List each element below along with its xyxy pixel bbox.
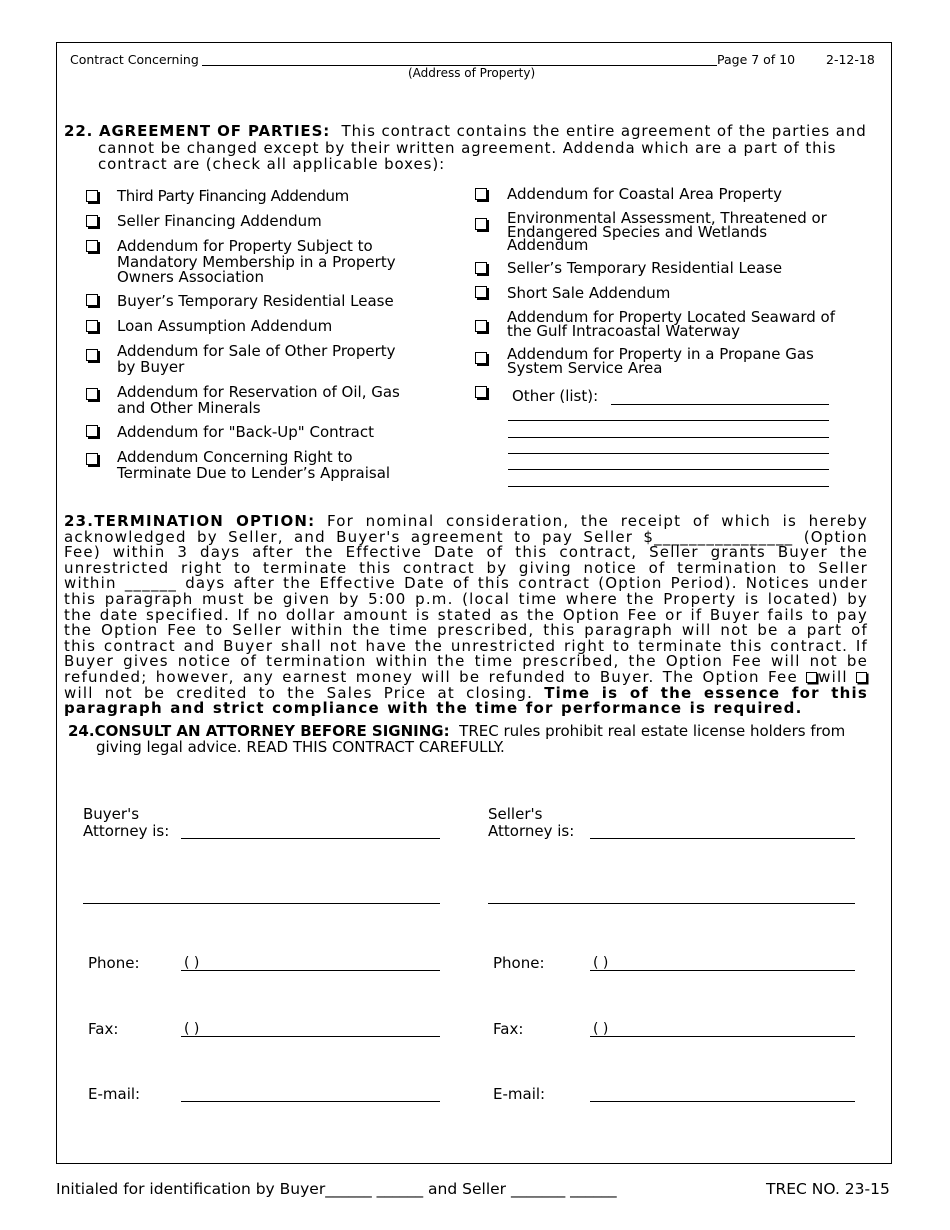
address-caption: (Address of Property) (408, 66, 536, 80)
label-other: Other (list): (512, 387, 599, 405)
seller-fax-area-code: ( ) (593, 1021, 609, 1037)
option-fee-will-not-label: will not be credited to the Sales Price at closing. (64, 683, 534, 702)
seller-attorney-field[interactable] (590, 838, 855, 839)
option-fee-blank[interactable]: ________________ (654, 527, 794, 546)
checkbox-sale-other-property[interactable] (86, 349, 98, 361)
option-days-blank[interactable]: ______ (124, 574, 178, 593)
section-23-bold-tail: Time is of the essence for this paragraph and strict compliance with the time for performance is required. (64, 683, 869, 718)
option-fee-will-checkbox[interactable] (806, 672, 817, 683)
section-24-title: CONSULT AN ATTORNEY BEFORE SIGNING: (94, 722, 450, 740)
label-environmental-assessment: Environmental Assessment, Threatened or Endangered Species and Wetlands Addendum (507, 209, 827, 254)
checkbox-loan-assumption[interactable] (86, 320, 98, 332)
section-23-title: TERMINATION OPTION: (94, 512, 316, 530)
trec-number: TREC NO. 23-15 (766, 1180, 890, 1198)
label-loan-assumption: Loan Assumption Addendum (117, 317, 333, 335)
label-seller-temp-lease: Seller’s Temporary Residential Lease (507, 259, 783, 277)
buyer-email-field[interactable] (181, 1101, 440, 1102)
seller-email-label: E-mail: (493, 1085, 546, 1103)
option-fee-will-not-checkbox[interactable] (856, 672, 867, 683)
section-24 (68, 723, 878, 755)
label-coastal-area: Addendum for Coastal Area Property (507, 185, 783, 203)
other-list-line-5[interactable] (508, 469, 829, 470)
label-property-owners-association: Addendum for Property Subject to Mandatory Membership in a Property Owners Association (117, 237, 396, 286)
other-list-line-2[interactable] (508, 420, 829, 421)
label-third-party-financing: Third Party Financing Addendum (117, 187, 349, 205)
section-24-text: TREC rules prohibit real estate license holders from giving legal advice. READ THIS CONTRACT CAREFULLY. (96, 722, 846, 756)
checkbox-seller-financing[interactable] (86, 215, 98, 227)
label-sale-other-property: Addendum for Sale of Other Property by Buyer (117, 342, 396, 376)
seller-attorney-field-2[interactable] (488, 903, 855, 904)
buyer-phone-area-code: ( ) (184, 955, 200, 971)
other-list-line-3[interactable] (508, 437, 829, 438)
label-buyer-temp-lease: Buyer’s Temporary Residential Lease (117, 292, 394, 310)
initials-line[interactable]: Initialed for identification by Buyer______ ______ and Seller _______ ______ (56, 1180, 617, 1198)
label-oil-gas-minerals: Addendum for Reservation of Oil, Gas and Other Minerals (117, 383, 400, 417)
buyer-attorney-field[interactable] (181, 838, 440, 839)
label-seaward-property: Addendum for Property Located Seaward of the Gulf Intracoastal Waterway (507, 308, 835, 340)
checkbox-third-party-financing[interactable] (86, 190, 98, 202)
section-22-title: AGREEMENT OF PARTIES: (98, 122, 331, 140)
checkbox-other[interactable] (475, 386, 487, 398)
seller-fax-field[interactable] (590, 1036, 855, 1037)
checkbox-property-owners-association[interactable] (86, 240, 98, 252)
label-back-up-contract: Addendum for "Back-Up" Contract (117, 423, 374, 441)
buyer-fax-field[interactable] (181, 1036, 440, 1037)
checkbox-lender-appraisal[interactable] (86, 453, 98, 465)
other-list-line-6[interactable] (508, 486, 829, 487)
checkbox-seller-temp-lease[interactable] (475, 262, 487, 274)
option-fee-will-label: will (818, 667, 848, 686)
seller-fax-label: Fax: (493, 1020, 524, 1038)
section-22-text: This contract contains the entire agreement of the parties and cannot be changed except by their written agreement. Addenda which are a part of this contract are (check all applicable boxes): (98, 122, 867, 173)
seller-phone-field[interactable] (590, 970, 855, 971)
checkbox-seaward-property[interactable] (475, 320, 487, 332)
section-23-text-b: (Option Fee) within 3 days after the Effective Date of this contract, Seller grants Buyer the unrestricted right to terminate this contract by giving notice of termination to Seller within (64, 527, 869, 593)
seller-label: Seller's (488, 805, 543, 823)
label-short-sale: Short Sale Addendum (507, 284, 671, 302)
label-propane-gas: Addendum for Property in a Propane Gas System Service Area (507, 345, 814, 377)
buyer-email-label: E-mail: (88, 1085, 141, 1103)
checkbox-environmental-assessment[interactable] (475, 218, 487, 230)
other-list-line-4[interactable] (508, 453, 829, 454)
section-22 (64, 123, 868, 173)
section-23-text-a: For nominal consideration, the receipt of which is hereby acknowledged by Seller, and Buyer's agreement to pay Seller $ (64, 512, 868, 546)
checkbox-propane-gas[interactable] (475, 352, 487, 364)
section-23 (64, 514, 868, 717)
checkbox-coastal-area[interactable] (475, 188, 487, 200)
buyer-label: Buyer's (83, 805, 140, 823)
other-list-line-1[interactable] (611, 404, 829, 405)
buyer-phone-label: Phone: (88, 954, 140, 972)
buyer-phone-field[interactable] (181, 970, 440, 971)
section-22-number: 22. (64, 122, 94, 140)
buyer-attorney-label: Attorney is: (83, 822, 170, 840)
contract-concerning-label: Contract Concerning (70, 52, 199, 67)
checkbox-back-up-contract[interactable] (86, 425, 98, 437)
checkbox-short-sale[interactable] (475, 286, 487, 298)
buyer-attorney-field-2[interactable] (83, 903, 440, 904)
buyer-fax-label: Fax: (88, 1020, 119, 1038)
seller-email-field[interactable] (590, 1101, 855, 1102)
page-number: Page 7 of 10 (717, 52, 796, 67)
section-23-number: 23. (64, 512, 95, 530)
checkbox-buyer-temp-lease[interactable] (86, 294, 98, 306)
seller-phone-label: Phone: (493, 954, 545, 972)
label-lender-appraisal: Addendum Concerning Right to Terminate Due to Lender’s Appraisal (117, 448, 391, 482)
seller-phone-area-code: ( ) (593, 955, 609, 971)
section-24-number: 24. (68, 722, 95, 740)
form-date: 2-12-18 (826, 52, 875, 67)
section-23-text-c: days after the Effective Date of this contract (Option Period). Notices under this paragraph must be given by 5:00 p.m. (local time where the Property is located) by the date specified. If no dollar amount is stated as the Option Fee or if Buyer fails to pay the Option Fee to Seller within the time prescribed, this paragraph will not be a part of this contract and Buyer shall not have the unrestricted right to terminate this contract. If Buyer gives notice of termination within the time prescribed, the Option Fee will not be refunded; however, any earnest money will be refunded to Buyer. The Option Fee (64, 574, 869, 686)
label-seller-financing: Seller Financing Addendum (117, 212, 322, 230)
checkbox-oil-gas-minerals[interactable] (86, 388, 98, 400)
seller-attorney-label: Attorney is: (488, 822, 575, 840)
buyer-fax-area-code: ( ) (184, 1021, 200, 1037)
